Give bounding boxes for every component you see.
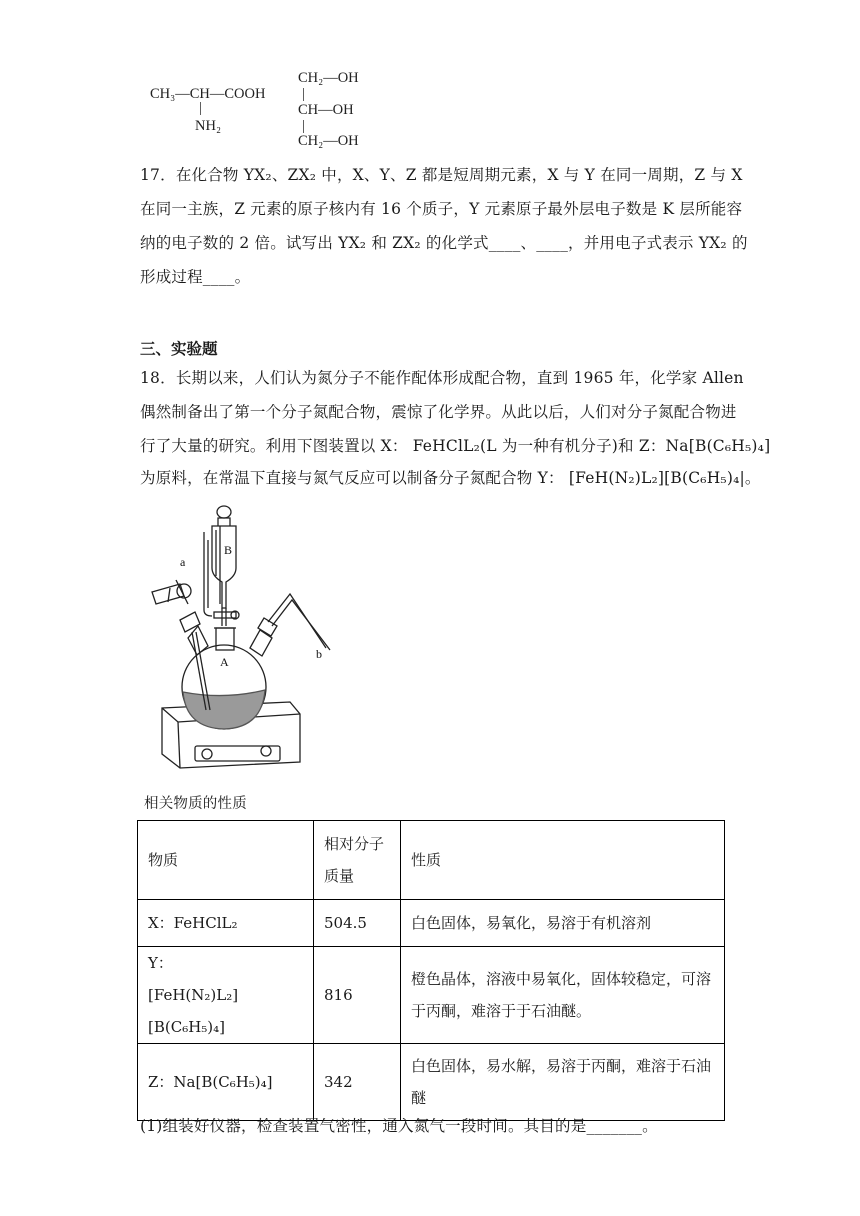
q18-line-3: 行了大量的研究。利用下图装置以 X： FeHClL₂(L 为一种有机分子)和 Z：Na[B(C₆H₅)₄] bbox=[140, 437, 771, 455]
q17-line-3: 纳的电子数的 2 倍。试写出 YX₂ 和 ZX₂ 的化学式____、____，并用电子式表示 YX₂ 的 bbox=[140, 234, 748, 252]
glycerol-row3: CH₂—OH bbox=[298, 133, 359, 149]
table-header-row bbox=[138, 821, 725, 900]
header-mass bbox=[314, 821, 401, 900]
substance-line1: X：FeHClL₂ bbox=[148, 914, 238, 932]
table-row bbox=[138, 947, 725, 1044]
header-mass-line1: 相对分子 bbox=[324, 835, 385, 853]
header-property: 性质 bbox=[401, 821, 725, 900]
alanine-amino: NH₂ bbox=[195, 118, 221, 134]
properties-table bbox=[137, 820, 725, 1121]
label-a: a bbox=[180, 555, 186, 569]
cell-property bbox=[401, 900, 725, 947]
section-heading-experiment: 三、实验题 bbox=[140, 339, 218, 358]
glycerol-row2: CH—OH bbox=[298, 102, 354, 118]
alanine-bond: | bbox=[199, 100, 202, 116]
cell-mass: 342 bbox=[314, 1044, 401, 1121]
apparatus-diagram bbox=[140, 500, 340, 780]
cell-substance bbox=[138, 900, 314, 947]
cell-property bbox=[401, 1044, 725, 1121]
q18-sub1: (1)组装好仪器，检查装置气密性，通入氮气一段时间。其目的是_______。 bbox=[140, 1117, 658, 1135]
cell-mass: 504.5 bbox=[314, 900, 401, 947]
substance-line1: Z：Na[B(C₆H₅)₄] bbox=[148, 1073, 273, 1091]
glycerol-bond1: | bbox=[302, 86, 305, 102]
property-line2: 于丙酮，难溶于于石油醚。 bbox=[411, 1002, 592, 1020]
alanine-main: CH₃—CH—COOH bbox=[150, 86, 266, 102]
substance-line2: [FeH(N₂)L₂][B(C₆H₅)₄] bbox=[148, 986, 239, 1036]
cell-property bbox=[401, 947, 725, 1044]
label-A: A bbox=[220, 655, 229, 669]
substance-line1: Y： bbox=[148, 954, 173, 972]
table-caption: 相关物质的性质 bbox=[144, 796, 247, 812]
label-b: b bbox=[316, 647, 322, 661]
cell-substance bbox=[138, 947, 314, 1044]
glycerol-bond2: | bbox=[302, 118, 305, 134]
property-line1: 白色固体，易氧化，易溶于有机溶剂 bbox=[411, 914, 652, 932]
cell-mass: 816 bbox=[314, 947, 401, 1044]
label-B: B bbox=[224, 543, 233, 557]
header-substance: 物质 bbox=[138, 821, 314, 900]
q17-line-2: 在同一主族，Z 元素的原子核内有 16 个质子，Y 元素原子最外层电子数是 K 层所能容 bbox=[140, 200, 743, 218]
q18-line-4: 为原料，在常温下直接与氮气反应可以制备分子氮配合物 Y： [FeH(N₂)L₂][B(C₆H₅)₄|。 bbox=[140, 469, 761, 487]
glycerol-row1: CH₂—OH bbox=[298, 70, 359, 86]
table-row bbox=[138, 900, 725, 947]
q18-line-2: 偶然制备出了第一个分子氮配合物，震惊了化学界。从此以后，人们对分子氮配合物进 bbox=[140, 403, 737, 421]
property-line1: 橙色晶体，溶液中易氧化，固体较稳定，可溶 bbox=[411, 970, 712, 988]
glycerol-structure bbox=[298, 70, 388, 150]
table-row bbox=[138, 1044, 725, 1121]
header-mass-line2: 质量 bbox=[324, 867, 355, 885]
property-line1: 白色固体，易水解，易溶于丙酮，难溶于石油 bbox=[411, 1057, 712, 1075]
q17-line-4: 形成过程____。 bbox=[140, 268, 251, 286]
alanine-structure bbox=[150, 86, 290, 136]
q17-line-1: 17．在化合物 YX₂、ZX₂ 中，X、Y、Z 都是短周期元素，X 与 Y 在同一周期，Z 与 X bbox=[140, 166, 743, 184]
q18-line-1: 18．长期以来，人们认为氮分子不能作配体形成配合物，直到 1965 年，化学家 Allen bbox=[140, 369, 744, 387]
property-line2: 醚 bbox=[411, 1089, 427, 1107]
cell-substance bbox=[138, 1044, 314, 1121]
